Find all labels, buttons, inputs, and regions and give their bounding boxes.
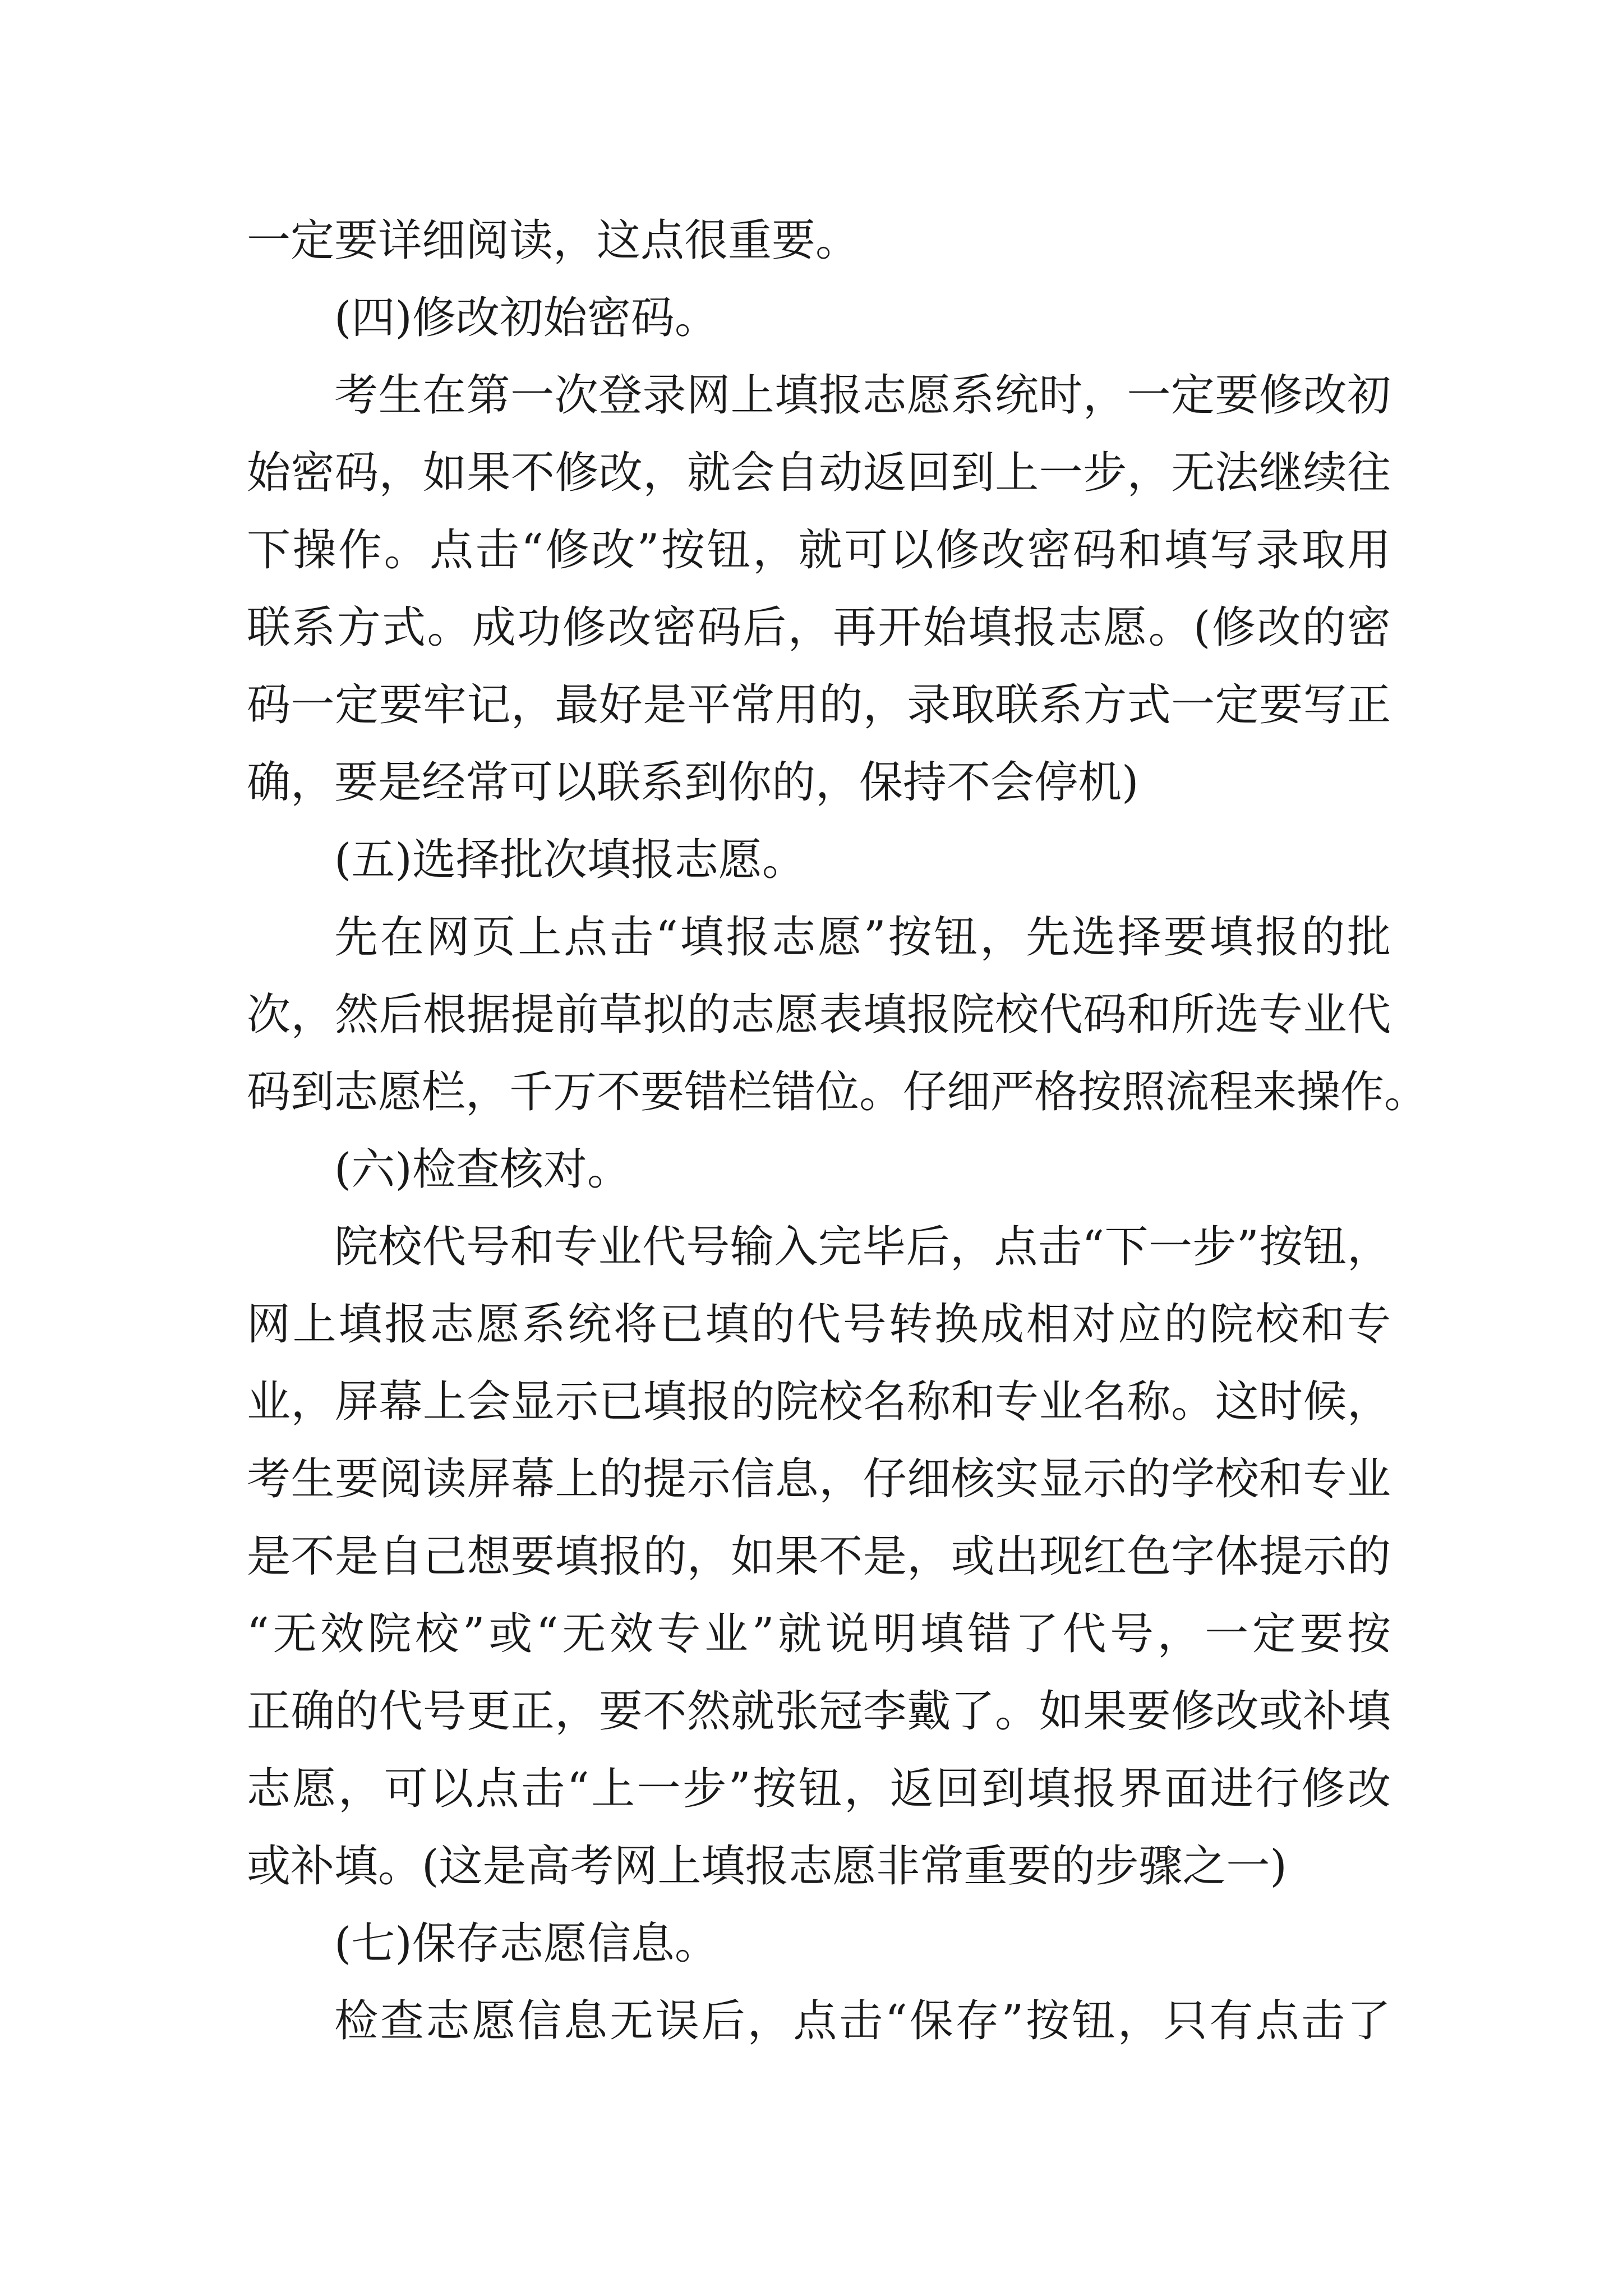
- text-line: (七)保存志愿信息。: [334, 1918, 718, 1969]
- text-line: 确，要是经常可以联系到你的，保持不会停机): [247, 757, 1139, 808]
- text-line: 检查志愿信息无误后，点击“保存”按钮，只有点击了: [334, 1996, 1391, 2046]
- text-line: 正确的代号更正，要不然就张冠李戴了。如果要修改或补填: [247, 1686, 1391, 1737]
- text-line: (四)修改初始密码。: [334, 293, 718, 343]
- document-body: [247, 202, 1428, 2060]
- text-line: 一定要详细阅读，这点很重要。: [247, 215, 860, 266]
- text-line: 是不是自己想要填报的，如果不是，或出现红色字体提示的: [247, 1531, 1391, 1582]
- text-line: 或补填。(这是高考网上填报志愿非常重要的步骤之一): [247, 1841, 1287, 1892]
- text-line: 先在网页上点击“填报志愿”按钮，先选择要填报的批: [334, 912, 1391, 963]
- text-line: 下操作。点击“修改”按钮，就可以修改密码和填写录取用: [247, 525, 1391, 576]
- text-line: 志愿，可以点击“上一步”按钮，返回到填报界面进行修改: [247, 1764, 1391, 1814]
- text-line: 码到志愿栏，千万不要错栏错位。仔细严格按照流程来操作。: [247, 1067, 1428, 1117]
- text-line: 始密码，如果不修改，就会自动返回到上一步，无法继续往: [247, 448, 1391, 498]
- text-line: 联系方式。成功修改密码后，再开始填报志愿。(修改的密: [247, 602, 1391, 653]
- text-line: (六)检查核对。: [334, 1144, 631, 1195]
- text-line: 院校代号和专业代号输入完毕后，点击“下一步”按钮，: [334, 1222, 1391, 1272]
- text-line: “无效院校”或“无效专业”就说明填错了代号，一定要按: [247, 1609, 1391, 1659]
- text-line: 业，屏幕上会显示已填报的院校名称和专业名称。这时候，: [247, 1377, 1391, 1427]
- text-line: 网上填报志愿系统将已填的代号转换成相对应的院校和专: [247, 1299, 1391, 1350]
- text-line: 考生要阅读屏幕上的提示信息，仔细核实显示的学校和专业: [247, 1454, 1391, 1504]
- text-line: 次，然后根据提前草拟的志愿表填报院校代码和所选专业代: [247, 990, 1391, 1040]
- text-line: 考生在第一次登录网上填报志愿系统时，一定要修改初: [334, 370, 1391, 421]
- text-line: (五)选择批次填报志愿。: [334, 835, 806, 885]
- text-line: 码一定要牢记，最好是平常用的，录取联系方式一定要写正: [247, 680, 1391, 730]
